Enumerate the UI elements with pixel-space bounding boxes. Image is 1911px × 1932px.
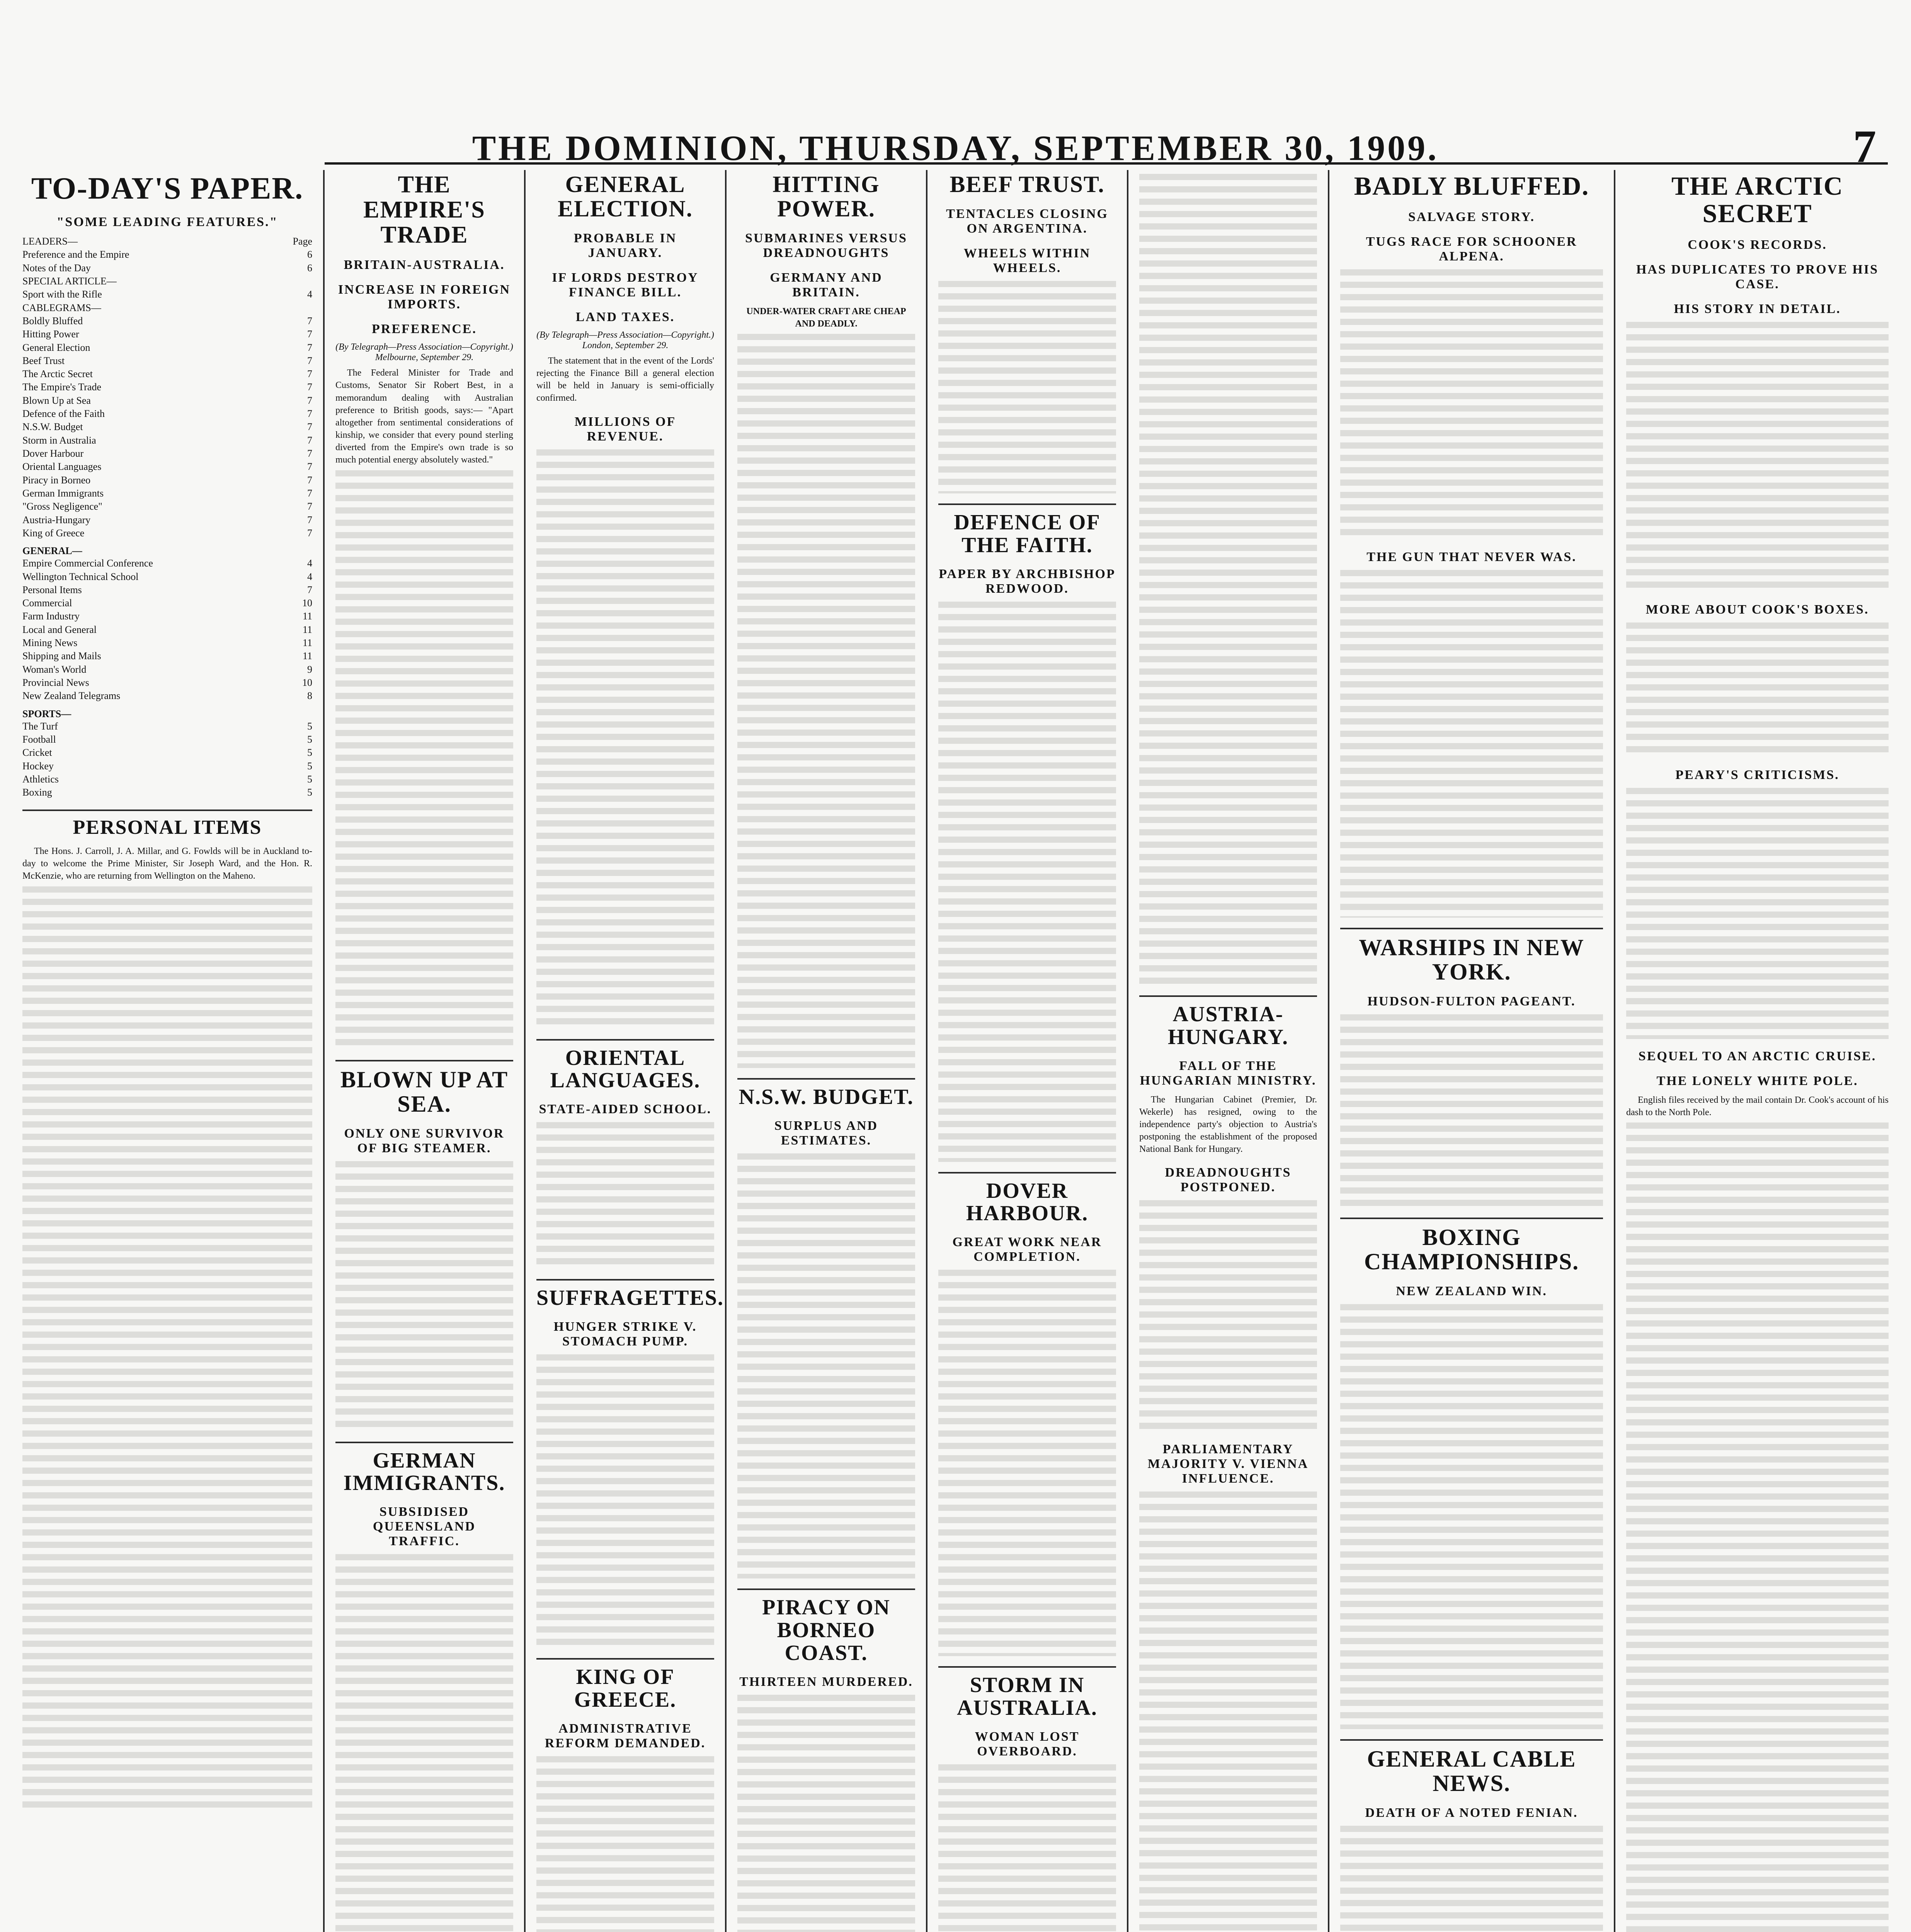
article-body: The Hons. J. Carroll, J. A. Millar, and G. Fowlds will be in Auckland to-day to welcome the Prime Minister, Sir Joseph Ward, and the Hon. R. McKenzie, who are returning from Wellington on the Maheno. bbox=[22, 846, 312, 881]
contents-entry-label: Dover Harbour bbox=[22, 448, 84, 459]
divider bbox=[1340, 928, 1603, 929]
column-empire-trade bbox=[325, 170, 526, 1932]
contents-entry bbox=[22, 557, 312, 570]
contents-entry-label: The Empire's Trade bbox=[22, 381, 101, 393]
article-subheading: PREFERENCE. bbox=[372, 322, 477, 337]
contents-entry-label: Personal Items bbox=[22, 584, 82, 595]
article-body: The Hungarian Cabinet (Premier, Dr. Wekerle) has resigned, owing to the independence party's objection to Austria's postponing the establishment of the proposed National Bank for Hungary. bbox=[1139, 1094, 1317, 1155]
article-text-block bbox=[1626, 1122, 1889, 1932]
contents-entry bbox=[22, 583, 312, 597]
article-subheading: PAPER BY ARCHBISHOP REDWOOD. bbox=[939, 566, 1116, 596]
article-subheading: PEARY'S CRITICISMS. bbox=[1675, 767, 1840, 782]
contents-entry-page: Page bbox=[293, 236, 312, 247]
contents-entry-page: 7 bbox=[307, 315, 312, 327]
contents-entry-page: 10 bbox=[302, 677, 312, 688]
article-subheading: TENTACLES CLOSING ON ARGENTINA. bbox=[946, 207, 1108, 236]
article-subheading: HAS DUPLICATES TO PROVE HIS CASE. bbox=[1636, 262, 1879, 291]
contents-entry-label: Beef Trust bbox=[22, 355, 65, 366]
contents-entry-label: Provincial News bbox=[22, 677, 89, 688]
article-subheading: STATE-AIDED SCHOOL. bbox=[539, 1102, 712, 1117]
column-austria-hungary bbox=[1128, 170, 1329, 1932]
article-text-block bbox=[536, 1122, 714, 1269]
column-beef-trust bbox=[927, 170, 1128, 1932]
article-subheading: COOK'S RECORDS. bbox=[1688, 237, 1827, 252]
contents-entry-page: 6 bbox=[307, 249, 312, 260]
contents-entry-page: 7 bbox=[307, 395, 312, 406]
article-heading: SUFFRAGETTES. bbox=[536, 1286, 724, 1310]
contents-entry bbox=[22, 434, 312, 447]
contents-entry bbox=[22, 570, 312, 583]
article-subheading: LAND TAXES. bbox=[575, 310, 675, 324]
contents-entry-page: 4 bbox=[307, 558, 312, 569]
contents-entry-label: King of Greece bbox=[22, 527, 85, 539]
article-subheading: INCREASE IN FOREIGN IMPORTS. bbox=[338, 282, 511, 312]
article-subheading: ADMINISTRATIVE REFORM DEMANDED. bbox=[545, 1721, 706, 1750]
contents-entry-label: Mining News bbox=[22, 637, 78, 649]
contents-entry-page: 6 bbox=[307, 262, 312, 274]
contents-entry-page: 4 bbox=[307, 571, 312, 582]
contents-entry-page: 11 bbox=[302, 650, 312, 662]
column-subheading: "SOME LEADING FEATURES." bbox=[56, 215, 278, 229]
article-text-block bbox=[1139, 1200, 1317, 1432]
article-heading: GENERAL ELECTION. bbox=[558, 172, 693, 221]
contents-entry-label: Boldly Bluffed bbox=[22, 315, 83, 327]
article-text-block bbox=[1340, 1014, 1603, 1208]
masthead-rule bbox=[325, 162, 1888, 165]
general-heading: GENERAL— bbox=[22, 545, 82, 557]
contents-entry-label: "Gross Negligence" bbox=[22, 501, 102, 512]
article-body: English files received by the mail contain Dr. Cook's account of his dash to the North Pole. bbox=[1626, 1095, 1889, 1117]
article-text-block bbox=[1340, 570, 1603, 918]
contents-entry-label: Hockey bbox=[22, 760, 54, 772]
divider bbox=[22, 810, 312, 811]
divider bbox=[536, 1039, 714, 1041]
contents-entry-label: Hitting Power bbox=[22, 328, 79, 340]
contents-entry-label: Austria-Hungary bbox=[22, 514, 91, 526]
article-subheading: SALVAGE STORY. bbox=[1408, 210, 1535, 224]
contents-entry-page: 7 bbox=[307, 355, 312, 366]
contents-entry bbox=[22, 773, 312, 786]
contents-entry bbox=[22, 786, 312, 799]
divider bbox=[1340, 1739, 1603, 1741]
contents-entry-page: 5 bbox=[307, 773, 312, 785]
article-subheading: THE GUN THAT NEVER WAS. bbox=[1366, 550, 1577, 565]
contents-entry-label: SPECIAL ARTICLE— bbox=[22, 275, 117, 287]
article-heading: GERMAN IMMIGRANTS. bbox=[343, 1448, 505, 1495]
contents-entry bbox=[22, 248, 312, 261]
article-text-block bbox=[1340, 1304, 1603, 1729]
article-heading: PIRACY ON BORNEO COAST. bbox=[762, 1595, 890, 1665]
contents-entry-page: 4 bbox=[307, 289, 312, 300]
contents-entry-label: Wellington Technical School bbox=[22, 571, 139, 582]
article-heading: N.S.W. BUDGET. bbox=[739, 1085, 914, 1109]
article-subheading: FALL OF THE HUNGARIAN MINISTRY. bbox=[1140, 1058, 1317, 1088]
article-subheading: HUDSON-FULTON PAGEANT. bbox=[1367, 994, 1576, 1009]
article-heading: WARSHIPS IN NEW YORK. bbox=[1359, 935, 1584, 985]
contents-entry-label: CABLEGRAMS— bbox=[22, 302, 101, 313]
contents-entry-label: Shipping and Mails bbox=[22, 650, 101, 662]
contents-entry-label: Notes of the Day bbox=[22, 262, 91, 274]
article-subheading: MORE ABOUT COOK'S BOXES. bbox=[1646, 602, 1869, 617]
divider bbox=[335, 1060, 513, 1061]
contents-entry bbox=[22, 367, 312, 381]
contents-entry bbox=[22, 394, 312, 407]
article-text-block bbox=[335, 1554, 513, 1932]
contents-entry-label: Sport with the Rifle bbox=[22, 289, 102, 300]
contents-entry-page: 10 bbox=[302, 597, 312, 609]
article-subheading: IF LORDS DESTROY FINANCE BILL. bbox=[552, 270, 699, 299]
contents-entry-label: Commercial bbox=[22, 597, 72, 609]
contents-entry bbox=[22, 720, 312, 733]
article-heading: STORM IN AUSTRALIA. bbox=[957, 1673, 1098, 1720]
contents-entry-page: 7 bbox=[307, 448, 312, 459]
contents-entry-page: 5 bbox=[307, 760, 312, 772]
contents-entry-page: 11 bbox=[302, 637, 312, 649]
article-text-block bbox=[1340, 1826, 1603, 1932]
masthead bbox=[0, 0, 1911, 172]
article-subheading: GREAT WORK NEAR COMPLETION. bbox=[952, 1235, 1102, 1264]
article-subheading: BRITAIN-AUSTRALIA. bbox=[344, 258, 505, 272]
article-text-block bbox=[335, 470, 513, 1050]
contents-entry bbox=[22, 262, 312, 275]
article-subheading: THE LONELY WHITE POLE. bbox=[1656, 1073, 1858, 1088]
article-text-block bbox=[938, 281, 1116, 493]
article-subheading: SUBSIDISED QUEENSLAND TRAFFIC. bbox=[373, 1505, 476, 1549]
contents-entry bbox=[22, 636, 312, 650]
contents-entry-page: 7 bbox=[307, 514, 312, 526]
article-text-block bbox=[1139, 1492, 1317, 1932]
article-text-block bbox=[22, 886, 312, 1814]
contents-entry bbox=[22, 689, 312, 702]
contents-entry bbox=[22, 420, 312, 434]
contents-entry-page: 7 bbox=[307, 487, 312, 499]
contents-entry-label: Oriental Languages bbox=[22, 461, 102, 473]
column-general-election bbox=[526, 170, 727, 1932]
contents-entry-page: 11 bbox=[302, 624, 312, 635]
article-text-block bbox=[1626, 322, 1889, 592]
article-subheading: NEW ZEALAND WIN. bbox=[1396, 1284, 1547, 1299]
contents-entry-page: 7 bbox=[307, 584, 312, 595]
article-heading: THE ARCTIC SECRET bbox=[1671, 171, 1844, 228]
contents-entry-label: Farm Industry bbox=[22, 611, 80, 622]
article-text-block bbox=[737, 1695, 915, 1932]
article-text-block bbox=[737, 1153, 915, 1578]
contents-entry-label: German Immigrants bbox=[22, 487, 104, 499]
divider bbox=[536, 1279, 714, 1281]
contents-entry-page: 5 bbox=[307, 733, 312, 745]
article-body: UNDER-WATER CRAFT ARE CHEAP AND DEADLY. bbox=[746, 306, 906, 329]
contents-entry-label: Athletics bbox=[22, 773, 59, 785]
contents-entry bbox=[22, 760, 312, 773]
divider bbox=[737, 1078, 915, 1080]
general-list bbox=[22, 557, 312, 702]
article-body: The Federal Minister for Trade and Customs, Senator Sir Robert Best, in a memorandum dealing with Australian preference to British goods, says:— "Apart altogether from sentimental considerations of kinship, we consider that every pound sterling diverted from the Empire's own trade is so much potential energy absolutely wasted." bbox=[335, 368, 513, 465]
contents-entry-label: Piracy in Borneo bbox=[22, 474, 91, 486]
contents-entry-page: 5 bbox=[307, 747, 312, 759]
article-subheading: WHEELS WITHIN WHEELS. bbox=[963, 246, 1091, 275]
contents-entry-page: 7 bbox=[307, 368, 312, 380]
contents-entry bbox=[22, 460, 312, 473]
article-subheading: ONLY ONE SURVIVOR OF BIG STEAMER. bbox=[344, 1126, 505, 1155]
divider bbox=[938, 1172, 1116, 1173]
contents-entry bbox=[22, 381, 312, 394]
contents-entry bbox=[22, 474, 312, 487]
contents-entry-page: 7 bbox=[307, 328, 312, 340]
article-subheading: WOMAN LOST OVERBOARD. bbox=[975, 1729, 1080, 1759]
divider bbox=[938, 1666, 1116, 1668]
contents-entry bbox=[22, 328, 312, 341]
contents-entry-page: 7 bbox=[307, 474, 312, 486]
contents-entry bbox=[22, 354, 312, 367]
divider bbox=[335, 1442, 513, 1443]
contents-entry bbox=[22, 487, 312, 500]
contents-entry-label: N.S.W. Budget bbox=[22, 421, 83, 433]
contents-entry-page: 7 bbox=[307, 421, 312, 433]
article-subheading: THIRTEEN MURDERED. bbox=[739, 1674, 913, 1689]
contents-entry bbox=[22, 407, 312, 420]
contents-entry-page: 7 bbox=[307, 342, 312, 353]
divider bbox=[1139, 995, 1317, 997]
contents-entry bbox=[22, 623, 312, 636]
article-heading: DOVER HARBOUR. bbox=[966, 1179, 1089, 1226]
article-subheading: DEATH OF A NOTED FENIAN. bbox=[1365, 1806, 1578, 1820]
article-subheading: MILLIONS OF REVENUE. bbox=[574, 414, 676, 444]
divider bbox=[536, 1658, 714, 1660]
contents-entry-label: Storm in Australia bbox=[22, 434, 96, 446]
article-subheading: SURPLUS AND ESTIMATES. bbox=[774, 1119, 878, 1148]
article-subheading: GERMANY AND BRITAIN. bbox=[770, 270, 883, 299]
contents-entry bbox=[22, 676, 312, 689]
contents-entry-page: 7 bbox=[307, 501, 312, 512]
article-body: The statement that in the event of the Lords' rejecting the Finance Bill a general election will be held in January is semi-officially confirmed. bbox=[536, 356, 714, 403]
contents-entry-label: LEADERS— bbox=[22, 236, 78, 247]
contents-entry-label: New Zealand Telegrams bbox=[22, 690, 121, 702]
sports-list bbox=[22, 720, 312, 799]
column-badly-bluffed bbox=[1329, 170, 1615, 1932]
masthead-title: THE DOMINION, THURSDAY, SEPTEMBER 30, 1909. bbox=[472, 128, 1439, 168]
contents-entry-page: 8 bbox=[307, 690, 312, 702]
article-subheading: HUNGER STRIKE V. STOMACH PUMP. bbox=[553, 1320, 697, 1349]
article-text-block bbox=[536, 1756, 714, 1932]
article-heading: BADLY BLUFFED. bbox=[1354, 171, 1589, 201]
contents-entry-label: The Arctic Secret bbox=[22, 368, 93, 380]
contents-list bbox=[22, 235, 312, 540]
column-arctic-secret bbox=[1615, 170, 1899, 1932]
contents-entry bbox=[22, 527, 312, 540]
contents-entry-label: Football bbox=[22, 733, 56, 745]
article-heading: HITTING POWER. bbox=[773, 172, 880, 221]
article-text-block bbox=[938, 1764, 1116, 1932]
article-subheading: HIS STORY IN DETAIL. bbox=[1674, 301, 1841, 316]
article-heading: THE EMPIRE'S TRADE bbox=[363, 172, 485, 248]
contents-entry bbox=[22, 663, 312, 676]
article-heading: BEEF TRUST. bbox=[950, 172, 1105, 197]
article-text-block bbox=[536, 449, 714, 1029]
article-text-block bbox=[1626, 622, 1889, 758]
divider bbox=[737, 1588, 915, 1590]
article-heading: DEFENCE OF THE FAITH. bbox=[954, 510, 1101, 557]
contents-entry-page: 7 bbox=[307, 527, 312, 539]
contents-entry-label: Boxing bbox=[22, 787, 52, 798]
contents-entry bbox=[22, 500, 312, 513]
contents-entry-label: Local and General bbox=[22, 624, 97, 635]
article-subheading: SEQUEL TO AN ARCTIC CRUISE. bbox=[1638, 1049, 1877, 1063]
article-subheading: TUGS RACE FOR SCHOONER ALPENA. bbox=[1366, 235, 1577, 264]
column-contents bbox=[12, 170, 325, 1932]
contents-entry-page: 5 bbox=[307, 720, 312, 732]
article-heading: BOXING CHAMPIONSHIPS. bbox=[1364, 1225, 1579, 1275]
article-text-block bbox=[1340, 269, 1603, 540]
article-text-block bbox=[335, 1161, 513, 1432]
contents-entry-label: Empire Commercial Conference bbox=[22, 558, 153, 569]
article-heading: ORIENTAL LANGUAGES. bbox=[550, 1046, 701, 1093]
article-text-block bbox=[1139, 174, 1317, 985]
column-hitting-power bbox=[727, 170, 927, 1932]
contents-entry-page: 7 bbox=[307, 408, 312, 420]
article-text-block bbox=[1626, 788, 1889, 1039]
contents-entry bbox=[22, 447, 312, 460]
contents-entry bbox=[22, 597, 312, 610]
column-heading: TO-DAY'S PAPER. bbox=[31, 172, 304, 206]
article-subheading: DREADNOUGHTS POSTPONED. bbox=[1165, 1165, 1292, 1195]
contents-entry-page: 5 bbox=[307, 787, 312, 798]
contents-entry-label: Cricket bbox=[22, 747, 52, 759]
contents-entry bbox=[22, 301, 312, 315]
contents-entry-page: 9 bbox=[307, 663, 312, 675]
contents-entry bbox=[22, 341, 312, 354]
article-subheading: PARLIAMENTARY MAJORITY V. VIENNA INFLUENCE. bbox=[1147, 1442, 1309, 1486]
contents-entry-label: Woman's World bbox=[22, 663, 87, 675]
contents-entry-label: Blown Up at Sea bbox=[22, 395, 91, 406]
contents-entry-page: 7 bbox=[307, 381, 312, 393]
contents-entry-page: 7 bbox=[307, 461, 312, 473]
contents-entry-page: 11 bbox=[302, 611, 312, 622]
contents-entry-label: The Turf bbox=[22, 720, 58, 732]
contents-entry bbox=[22, 315, 312, 328]
contents-entry bbox=[22, 514, 312, 527]
article-heading: KING OF GREECE. bbox=[574, 1665, 677, 1712]
dateline: (By Telegraph—Press Association—Copyright.) London, September 29. bbox=[536, 330, 714, 350]
article-heading: BLOWN UP AT SEA. bbox=[340, 1066, 509, 1117]
article-text-block bbox=[938, 1270, 1116, 1656]
contents-entry bbox=[22, 650, 312, 663]
divider bbox=[1340, 1218, 1603, 1219]
article-subheading: SUBMARINES VERSUS DREADNOUGHTS bbox=[745, 231, 907, 260]
sports-heading: SPORTS— bbox=[22, 708, 71, 719]
contents-entry bbox=[22, 275, 312, 288]
divider bbox=[938, 503, 1116, 505]
contents-entry bbox=[22, 235, 312, 248]
dateline: (By Telegraph—Press Association—Copyright.) Melbourne, September 29. bbox=[335, 342, 513, 363]
contents-entry-label: General Election bbox=[22, 342, 90, 353]
article-heading: GENERAL CABLE NEWS. bbox=[1367, 1746, 1576, 1796]
personal-items-heading: PERSONAL ITEMS bbox=[73, 816, 262, 838]
article-text-block bbox=[737, 334, 915, 1068]
article-subheading: PROBABLE IN JANUARY. bbox=[573, 231, 677, 260]
contents-entry-label: Preference and the Empire bbox=[22, 249, 129, 260]
article-text-block bbox=[536, 1354, 714, 1648]
contents-entry bbox=[22, 733, 312, 746]
contents-entry-label: Defence of the Faith bbox=[22, 408, 105, 420]
contents-entry bbox=[22, 746, 312, 759]
contents-entry bbox=[22, 610, 312, 623]
contents-entry-page: 7 bbox=[307, 434, 312, 446]
contents-entry bbox=[22, 288, 312, 301]
page-number: 7 bbox=[1853, 121, 1876, 172]
article-text-block bbox=[938, 602, 1116, 1162]
article-heading: AUSTRIA-HUNGARY. bbox=[1167, 1002, 1289, 1049]
